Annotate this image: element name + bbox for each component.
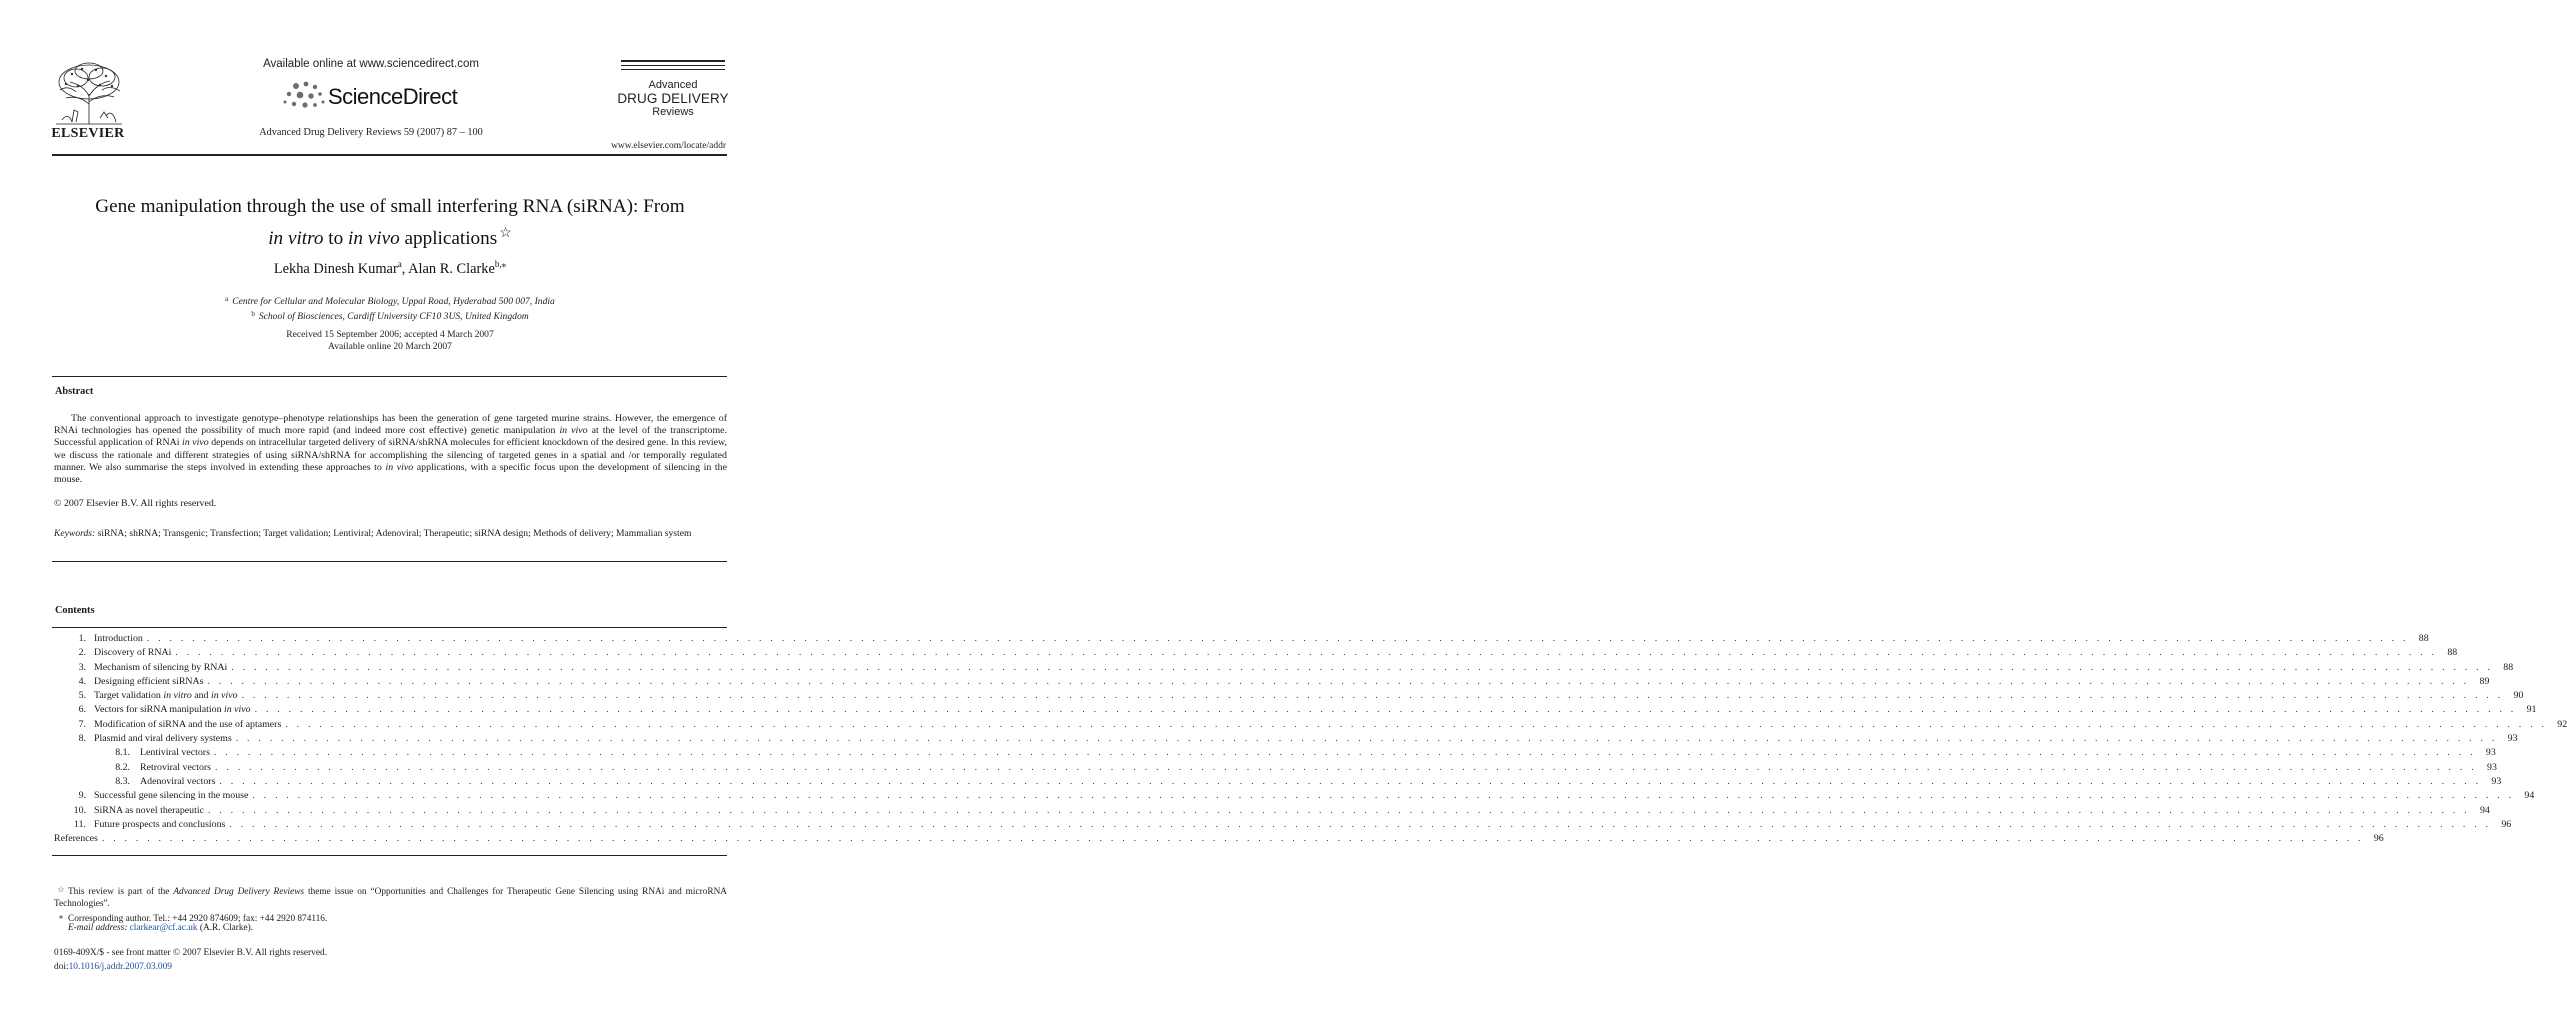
toc-entry[interactable] xyxy=(54,718,2567,732)
email-suffix: (A.R. Clarke). xyxy=(197,923,254,933)
abstract-text-3: depends on intracellular targeted delivery of siRNA/shRNA molecules for efficient knockdown of the desired gene. In this review, we discuss the rationale and different strategies of using siRNA/shRNA for accomplishing the silencing of targeted genes in a spatial and /or temporally regulated manner. We also summarise the steps involved in extending these approaches to xyxy=(54,437,727,473)
footnote-asterisk-icon: ⁎ xyxy=(59,912,63,921)
toc-entry-title-text: Target validation xyxy=(94,690,164,702)
toc-entry-title-italic: in vivo xyxy=(224,704,251,716)
toc-entry-title-text: Designing efficient siRNAs xyxy=(94,675,204,687)
toc-entry-page: 88 xyxy=(2418,633,2429,644)
toc-entry-number: 11. xyxy=(74,818,86,830)
toc-entry-title-text: Retroviral vectors xyxy=(140,761,212,773)
toc-entry-page: 96 xyxy=(2501,818,2512,830)
abstract-text-1: The conventional approach to investigate genotype–phenotype relationships has been the generation of gene targeted murine strains. However, the emergence of RNAi technologies has opened the possibility of much more rapid (and indeed more cost effective) genetic manipulation xyxy=(54,413,727,437)
toc-entry-title[interactable] xyxy=(94,646,171,660)
toc-entry-number: 8.2. xyxy=(115,761,130,773)
author-clarke-affiliation: b,⁎ xyxy=(494,259,507,269)
received-date: Received 15 September 2006; accepted 4 March 2007 xyxy=(286,329,494,340)
affiliation-a-mark: a xyxy=(225,295,229,303)
toc-entry-number: 1. xyxy=(78,633,86,644)
toc-entry-title-text: Successful gene silencing in the mouse xyxy=(94,790,249,802)
toc-entry-page: 90 xyxy=(2513,690,2524,702)
keywords xyxy=(54,528,727,540)
toc-leader-dots: . . . . . . . . . . . . . . . . . . . . . . . . . . . . . . . . . . . . . . . . . . . . . . . . . . . . . . . . . . . . . . . . . . . . . . . . . . . . . . . . . . . . . . . . . . . . . . . . . . . . . . . . . . . . . . . . . . . . . . . . . . . . . . . . . . . . . . . . . . . . . . . . . . . . . . . . . . . . . . . . . . . . . . . . . . . . . . . . . . . . . . . . . . . . . . . . . . . . . . . . xyxy=(207,675,2470,687)
footnote-theme-issue xyxy=(54,884,727,910)
toc-entry-number: 3. xyxy=(78,661,86,673)
toc-entry-title-text: SiRNA as novel therapeutic xyxy=(94,804,204,816)
toc-leader-dots: . . . . . . . . . . . . . . . . . . . . . . . . . . . . . . . . . . . . . . . . . . . . . . . . . . . . . . . . . . . . . . . . . . . . . . . . . . . . . . . . . . . . . . . . . . . . . . . . . . . . . . . . . . . . . . . . . . . . . . . . . . . . . . . . . . . . . . . . . . . . . . . . . . . . . . . . . . . . . . . . . . . . . . . . . . . . . . . . . . . . . . . . . . . . . . . . . . . . . . . . xyxy=(252,790,2515,802)
elsevier-wordmark: ELSEVIER xyxy=(51,126,125,141)
journal-logo xyxy=(612,79,734,119)
toc-entry-number: 2. xyxy=(78,647,86,659)
footnote-star-text-2: theme issue on “Opportunities and Challenges for Therapeutic Gene Silencing using RNAi and microRNA Technologies”. xyxy=(54,887,727,909)
affiliation-b-mark: b xyxy=(251,310,255,318)
toc-entry-title-text: Lentiviral vectors xyxy=(140,747,210,759)
toc-entry-page: 92 xyxy=(2557,718,2567,730)
abstract-text-4: applications, with a specific focus upon the development of silencing in the mouse. xyxy=(54,461,727,486)
article-title xyxy=(40,193,740,252)
toc-entry[interactable] xyxy=(54,661,2514,675)
keywords-label: Keywords: xyxy=(54,528,96,539)
abstract-paragraph xyxy=(54,413,727,486)
footnote-star-text-1: This review is part of the xyxy=(68,887,174,897)
toc-leader-dots: . . . . . . . . . . . . . . . . . . . . . . . . . . . . . . . . . . . . . . . . . . . . . . . . . . . . . . . . . . . . . . . . . . . . . . . . . . . . . . . . . . . . . . . . . . . . . . . . . . . . . . . . . . . . . . . . . . . . . . . . . . . . . . . . . . . . . . . . . . . . . . . . . . . . . . . . . . . . . . . . . . . . . . . . . . . . . . . . . . . . . . . . . . . . . . . . . . . . . . . . xyxy=(229,818,2492,830)
available-date: Available online 20 March 2007 xyxy=(328,341,452,352)
toc-entry-title-italic: in vitro xyxy=(163,690,192,702)
contents-bottom-rule xyxy=(52,855,727,856)
toc-entry[interactable] xyxy=(54,804,2490,818)
toc-entry-title-text: References xyxy=(54,833,98,845)
title-in-vivo: in vivo xyxy=(348,228,400,249)
toc-entry-title[interactable] xyxy=(94,804,204,818)
abstract-copyright: © 2007 Elsevier B.V. All rights reserved. xyxy=(54,498,217,509)
journal-line-1: Advanced xyxy=(648,79,698,91)
affiliation-b xyxy=(120,308,660,323)
toc-entry-number: 4. xyxy=(78,675,86,687)
toc-entry-title[interactable] xyxy=(140,775,215,789)
author-separator: , xyxy=(401,261,409,277)
toc-leader-dots: . . . . . . . . . . . . . . . . . . . . . . . . . . . . . . . . . . . . . . . . . . . . . . . . . . . . . . . . . . . . . . . . . . . . . . . . . . . . . . . . . . . . . . . . . . . . . . . . . . . . . . . . . . . . . . . . . . . . . . . . . . . . . . . . . . . . . . . . . . . . . . . . . . . . . . . . . . . . . . . . . . . . . . . . . . . . . . . . . . . . . . . . . . . . . . . . . . . . . . . . xyxy=(241,690,2504,702)
toc-entry-title[interactable] xyxy=(94,661,227,675)
toc-entry-title-text: Discovery of RNAi xyxy=(94,647,172,659)
toc-entry[interactable] xyxy=(54,775,2502,789)
affiliation-b-text: School of Biosciences, Cardiff University CF10 3US, United Kingdom xyxy=(258,311,529,322)
toc-leader-dots: . . . . . . . . . . . . . . . . . . . . . . . . . . . . . . . . . . . . . . . . . . . . . . . . . . . . . . . . . . . . . . . . . . . . . . . . . . . . . . . . . . . . . . . . . . . . . . . . . . . . . . . . . . . . . . . . . . . . . . . . . . . . . . . . . . . . . . . . . . . . . . . . . . . . . . . . . . . . . . . . . . . . . . . . . . . . . . . . . . . . . . . . . . . . . . . . . . . . . . . . xyxy=(254,704,2517,716)
toc-leader-dots: . . . . . . . . . . . . . . . . . . . . . . . . . . . . . . . . . . . . . . . . . . . . . . . . . . . . . . . . . . . . . . . . . . . . . . . . . . . . . . . . . . . . . . . . . . . . . . . . . . . . . . . . . . . . . . . . . . . . . . . . . . . . . . . . . . . . . . . . . . . . . . . . . . . . . . . . . . . . . . . . . . . . . . . . . . . . . . . . . . . . . . . . . . . . . . . . . . . . . . . . xyxy=(101,833,2364,845)
sciencedirect-wordmark: ScienceDirect xyxy=(328,84,458,109)
toc-leader-dots: . . . . . . . . . . . . . . . . . . . . . . . . . . . . . . . . . . . . . . . . . . . . . . . . . . . . . . . . . . . . . . . . . . . . . . . . . . . . . . . . . . . . . . . . . . . . . . . . . . . . . . . . . . . . . . . . . . . . . . . . . . . . . . . . . . . . . . . . . . . . . . . . . . . . . . . . . . . . . . . . . . . . . . . . . . . . . . . . . . . . . . . . . . . . . . . . . . . . . . . . xyxy=(215,761,2477,773)
toc-entry-title-text: Adenoviral vectors xyxy=(140,775,216,787)
toc-entry-title[interactable] xyxy=(140,761,211,775)
abstract-heading: Abstract xyxy=(55,386,94,397)
toc-entry-title-text: Future prospects and conclusions xyxy=(94,818,226,830)
toc-leader-dots: . . . . . . . . . . . . . . . . . . . . . . . . . . . . . . . . . . . . . . . . . . . . . . . . . . . . . . . . . . . . . . . . . . . . . . . . . . . . . . . . . . . . . . . . . . . . . . . . . . . . . . . . . . . . . . . . . . . . . . . . . . . . . . . . . . . . . . . . . . . . . . . . . . . . . . . . . . . . . . . . . . . . . . . . . . . . . . . . . . . . . . . . . . . . . . . . . . . . . . . . xyxy=(219,775,2482,787)
toc-entry-page: 93 xyxy=(2507,733,2518,745)
toc-entry-number: 7. xyxy=(78,718,86,730)
toc-entry-title-text: Introduction xyxy=(94,633,143,644)
journal-line-2: DRUG DELIVERY xyxy=(617,91,729,107)
affiliations xyxy=(120,293,660,323)
toc-entry-title[interactable] xyxy=(94,732,232,746)
doi-line xyxy=(54,962,172,972)
footnote-corr-text: Corresponding author. Tel.: +44 2920 874609; fax: +44 2920 874116. xyxy=(68,914,328,924)
author-clarke: Alan R. Clarke xyxy=(408,261,495,277)
affiliation-a-text: Centre for Cellular and Molecular Biology, Uppal Road, Hyderabad 500 007, India xyxy=(232,296,555,307)
header-divider xyxy=(52,154,727,156)
available-online-text: Available online at www.sciencedirect.com xyxy=(263,58,479,70)
article-dates xyxy=(200,329,580,353)
abstract-bottom-rule xyxy=(52,561,727,562)
title-to: to xyxy=(323,228,348,249)
toc-entry-title[interactable] xyxy=(94,718,281,732)
toc-entry-title-italic-2: in vivo xyxy=(210,690,238,702)
footnote-star-icon: ☆ xyxy=(57,885,65,894)
toc-leader-dots: . . . . . . . . . . . . . . . . . . . . . . . . . . . . . . . . . . . . . . . . . . . . . . . . . . . . . . . . . . . . . . . . . . . . . . . . . . . . . . . . . . . . . . . . . . . . . . . . . . . . . . . . . . . . . . . . . . . . . . . . . . . . . . . . . . . . . . . . . . . . . . . . . . . . . . . . . . . . . . . . . . . . . . . . . . . . . . . . . . . . . . . . . . . . . . . . . . . . . . . . xyxy=(213,747,2476,759)
title-footnote-star-icon[interactable]: ☆ xyxy=(499,226,512,241)
toc-leader-dots: . . . . . . . . . . . . . . . . . . . . . . . . . . . . . . . . . . . . . . . . . . . . . . . . . . . . . . . . . . . . . . . . . . . . . . . . . . . . . . . . . . . . . . . . . . . . . . . . . . . . . . . . . . . . . . . . . . . . . . . . . . . . . . . . . . . . . . . . . . . . . . . . . . . . . . . . . . . . . . . . . . . . . . . . . . . . . . . . . . . . . . . . . . . . . . . . . . . . . . . . xyxy=(146,633,2409,644)
issn-line: 0169-409X/$ - see front matter © 2007 Elsevier B.V. All rights reserved. xyxy=(54,948,328,958)
toc-leader-dots: . . . . . . . . . . . . . . . . . . . . . . . . . . . . . . . . . . . . . . . . . . . . . . . . . . . . . . . . . . . . . . . . . . . . . . . . . . . . . . . . . . . . . . . . . . . . . . . . . . . . . . . . . . . . . . . . . . . . . . . . . . . . . . . . . . . . . . . . . . . . . . . . . . . . . . . . . . . . . . . . . . . . . . . . . . . . . . . . . . . . . . . . . . . . . . . . . . . . . . . . xyxy=(231,661,2494,673)
abstract-em-2: in vivo xyxy=(182,437,209,449)
author-kumar: Lekha Dinesh Kumar xyxy=(273,261,398,277)
affiliation-a xyxy=(120,293,660,308)
abstract-top-rule xyxy=(52,376,727,377)
toc-entry-page: 96 xyxy=(2373,833,2384,845)
toc-entry[interactable] xyxy=(54,703,2537,717)
toc-entry-number: 8.3. xyxy=(115,775,130,787)
footnote-email xyxy=(68,923,253,933)
toc-entry[interactable] xyxy=(54,789,2535,803)
toc-leader-dots: . . . . . . . . . . . . . . . . . . . . . . . . . . . . . . . . . . . . . . . . . . . . . . . . . . . . . . . . . . . . . . . . . . . . . . . . . . . . . . . . . . . . . . . . . . . . . . . . . . . . . . . . . . . . . . . . . . . . . . . . . . . . . . . . . . . . . . . . . . . . . . . . . . . . . . . . . . . . . . . . . . . . . . . . . . . . . . . . . . . . . . . . . . . . . . . . . . . . . . . . xyxy=(285,718,2548,730)
toc-entry[interactable] xyxy=(54,761,2497,775)
toc-entry-page: 88 xyxy=(2447,647,2458,659)
toc-entry-page: 94 xyxy=(2524,790,2535,802)
toc-entry-page: 89 xyxy=(2479,675,2490,687)
journal-citation: Advanced Drug Delivery Reviews 59 (2007) 87 – 100 xyxy=(259,127,483,138)
toc-entry[interactable] xyxy=(54,675,2490,689)
toc-entry-title-text: Modification of siRNA and the use of aptamers xyxy=(94,718,282,730)
toc-entry-title[interactable] xyxy=(140,746,210,760)
toc-entry-number: 8.1. xyxy=(115,747,130,759)
toc-leader-dots: . . . . . . . . . . . . . . . . . . . . . . . . . . . . . . . . . . . . . . . . . . . . . . . . . . . . . . . . . . . . . . . . . . . . . . . . . . . . . . . . . . . . . . . . . . . . . . . . . . . . . . . . . . . . . . . . . . . . . . . . . . . . . . . . . . . . . . . . . . . . . . . . . . . . . . . . . . . . . . . . . . . . . . . . . . . . . . . . . . . . . . . . . . . . . . . . . . . . . . . . xyxy=(175,647,2438,659)
toc-entry-title[interactable] xyxy=(94,689,238,703)
toc-entry[interactable] xyxy=(54,746,2496,760)
toc-entry[interactable] xyxy=(54,689,2524,703)
toc-entry-title-text: Mechanism of silencing by RNAi xyxy=(94,661,228,673)
toc-entry-page: 88 xyxy=(2503,661,2514,673)
toc-leader-dots: . . . . . . . . . . . . . . . . . . . . . . . . . . . . . . . . . . . . . . . . . . . . . . . . . . . . . . . . . . . . . . . . . . . . . . . . . . . . . . . . . . . . . . . . . . . . . . . . . . . . . . . . . . . . . . . . . . . . . . . . . . . . . . . . . . . . . . . . . . . . . . . . . . . . . . . . . . . . . . . . . . . . . . . . . . . . . . . . . . . . . . . . . . . . . . . . . . . . . . . . xyxy=(235,733,2498,745)
toc-leader-dots: . . . . . . . . . . . . . . . . . . . . . . . . . . . . . . . . . . . . . . . . . . . . . . . . . . . . . . . . . . . . . . . . . . . . . . . . . . . . . . . . . . . . . . . . . . . . . . . . . . . . . . . . . . . . . . . . . . . . . . . . . . . . . . . . . . . . . . . . . . . . . . . . . . . . . . . . . . . . . . . . . . . . . . . . . . . . . . . . . . . . . . . . . . . . . . . . . . . . . . . . xyxy=(207,804,2470,816)
doi-link[interactable]: 10.1016/j.addr.2007.03.009 xyxy=(68,962,172,972)
journal-line-3: Reviews xyxy=(652,106,694,119)
toc-entry-number: 6. xyxy=(78,704,86,716)
author-kumar-affiliation: a xyxy=(397,259,402,269)
toc-entry[interactable] xyxy=(54,646,2458,660)
toc-entry-title[interactable] xyxy=(94,632,143,646)
toc-entry[interactable] xyxy=(54,632,2429,646)
footnote-star-journal: Advanced Drug Delivery Reviews xyxy=(173,887,305,897)
contents-top-rule xyxy=(52,627,727,628)
toc-entry-page: 93 xyxy=(2485,747,2496,759)
journal-url[interactable]: www.elsevier.com/locate/addr xyxy=(611,141,726,151)
title-applications: applications xyxy=(399,228,498,249)
abstract-text-2: at the level of the transcriptome. Successful application of RNAi xyxy=(54,425,727,449)
toc-entry[interactable] xyxy=(54,818,2512,832)
toc-entry-title[interactable] xyxy=(94,703,251,717)
toc-entry-title[interactable] xyxy=(94,675,204,689)
doi-prefix: doi: xyxy=(54,962,69,972)
email-label: E-mail address: xyxy=(68,923,128,933)
email-link[interactable]: clarkear@cf.ac.uk xyxy=(129,923,198,933)
contents-heading: Contents xyxy=(55,605,95,616)
toc-entry-title[interactable] xyxy=(94,818,225,832)
toc-entry-title-text: Vectors for siRNA manipulation xyxy=(94,704,225,716)
toc-entry-page: 93 xyxy=(2487,761,2497,773)
toc-entry-title-text-2: and xyxy=(191,690,211,702)
toc-entry-number: 9. xyxy=(78,790,86,802)
toc-entry-page: 91 xyxy=(2526,704,2537,716)
toc-entry-page: 93 xyxy=(2491,775,2502,787)
journal-logo-rules xyxy=(621,60,725,73)
toc-entry-number: 10. xyxy=(73,804,86,816)
toc-entry[interactable] xyxy=(54,832,2384,846)
toc-entry-title[interactable] xyxy=(94,789,248,803)
abstract-em-1: in vivo xyxy=(559,425,588,437)
toc-entry-page: 94 xyxy=(2479,804,2490,816)
title-line-1: Gene manipulation through the use of small interfering RNA (siRNA): From xyxy=(95,196,685,217)
title-in-vitro: in vitro xyxy=(268,228,324,249)
abstract-em-3: in vivo xyxy=(385,461,414,473)
toc-entry[interactable] xyxy=(54,732,2518,746)
author-list xyxy=(100,259,680,278)
toc-entry-title-text: Plasmid and viral delivery systems xyxy=(94,733,232,745)
toc-entry-number: 5. xyxy=(78,690,86,702)
toc-entry-title[interactable] xyxy=(54,832,98,846)
table-of-contents xyxy=(54,632,2567,846)
keywords-list: siRNA; shRNA; Transgenic; Transfection; Target validation; Lentiviral; Adenoviral; Therapeutic; siRNA design; Methods of delivery; Mammalian system xyxy=(95,528,692,539)
abstract-body xyxy=(54,413,727,486)
toc-entry-number: 8. xyxy=(78,733,86,745)
